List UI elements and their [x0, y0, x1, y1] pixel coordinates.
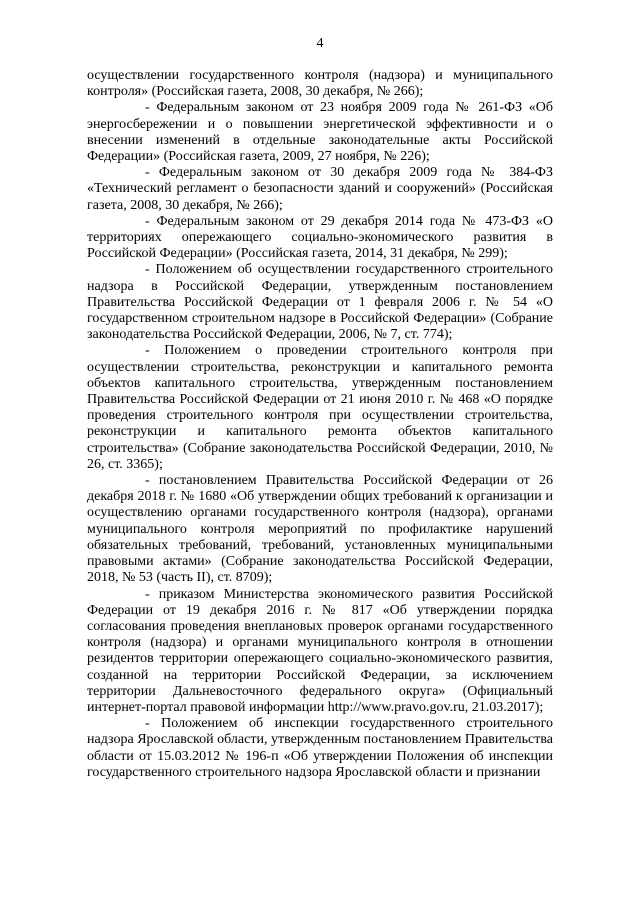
paragraph-4: - Федеральным законом от 29 декабря 2014 года № 473-ФЗ «О территориях опережающего социально-экономического развития в Российской Федерации» (Российская газета, 2014, 31 декабря, № 299);	[87, 213, 553, 262]
document-body	[87, 68, 553, 781]
paragraph-8: - приказом Министерства экономического развития Российской Федерации от 19 декабря 2016 г. № 817 «Об утверждении порядка согласования проведения внеплановых проверок органами государственного контроля (надзора) и органами муниципального контроля в отношении резидентов территории опережающего социально-экономического развития, созданной на территории Российской Федерации, за исключением территории Дальневосточного федерального округа» (Официальный интернет-портал правовой информации http://www.pravo.gov.ru, 21.03.2017);	[87, 586, 553, 715]
page-number: 4	[316, 36, 324, 51]
paragraph-1: осуществлении государственного контроля (надзора) и муниципального контроля» (Российская газета, 2008, 30 декабря, № 266);	[87, 68, 553, 100]
paragraph-5: - Положением об осуществлении государственного строительного надзора в Российской Федерации, утвержденным постановлением Правительства Российской Федерации от 1 февраля 2006 г. № 54 «О государственном строительном надзоре в Российской Федерации» (Собрание законодательства Российской Федерации, 2006, № 7, ст. 774);	[87, 262, 553, 343]
paragraph-9: - Положением об инспекции государственного строительного надзора Ярославской области, утвержденным постановлением Правительства области от 15.03.2012 № 196-п «Об утверждении Положения об инспекции государственного строительного надзора Ярославской области и признании	[87, 716, 553, 780]
paragraph-2: - Федеральным законом от 23 ноября 2009 года № 261-ФЗ «Об энергосбережении и о повышении энергетической эффективности и о внесении изменений в отдельные законодательные акты Российской Федерации» (Российская газета, 2009, 27 ноября, № 226);	[87, 100, 553, 165]
paragraph-6: - Положением о проведении строительного контроля при осуществлении строительства, реконструкции и капитального ремонта объектов капитального строительства, утвержденным постановлением Правительства Российской Федерации от 21 июня 2010 г. № 468 «О порядке проведения строительного контроля при осуществлении строительства, реконструкции и капитального ремонта объектов капитального строительства» (Собрание законодательства Российской Федерации, 2010, № 26, ст. 3365);	[87, 343, 553, 472]
paragraph-3: - Федеральным законом от 30 декабря 2009 года № 384-ФЗ «Технический регламент о безопасности зданий и сооружений» (Российская газета, 2008, 30 декабря, № 266);	[87, 165, 553, 213]
paragraph-7: - постановлением Правительства Российской Федерации от 26 декабря 2018 г. № 1680 «Об утверждении общих требований к организации и осуществлению органами государственного контроля (надзора), органами муниципального контроля мероприятий по профилактике нарушений обязательных требований, требований, установленных муниципальными правовыми актами» (Собрание законодательства Российской Федерации, 2018, № 53 (часть II), ст. 8709);	[87, 473, 553, 586]
